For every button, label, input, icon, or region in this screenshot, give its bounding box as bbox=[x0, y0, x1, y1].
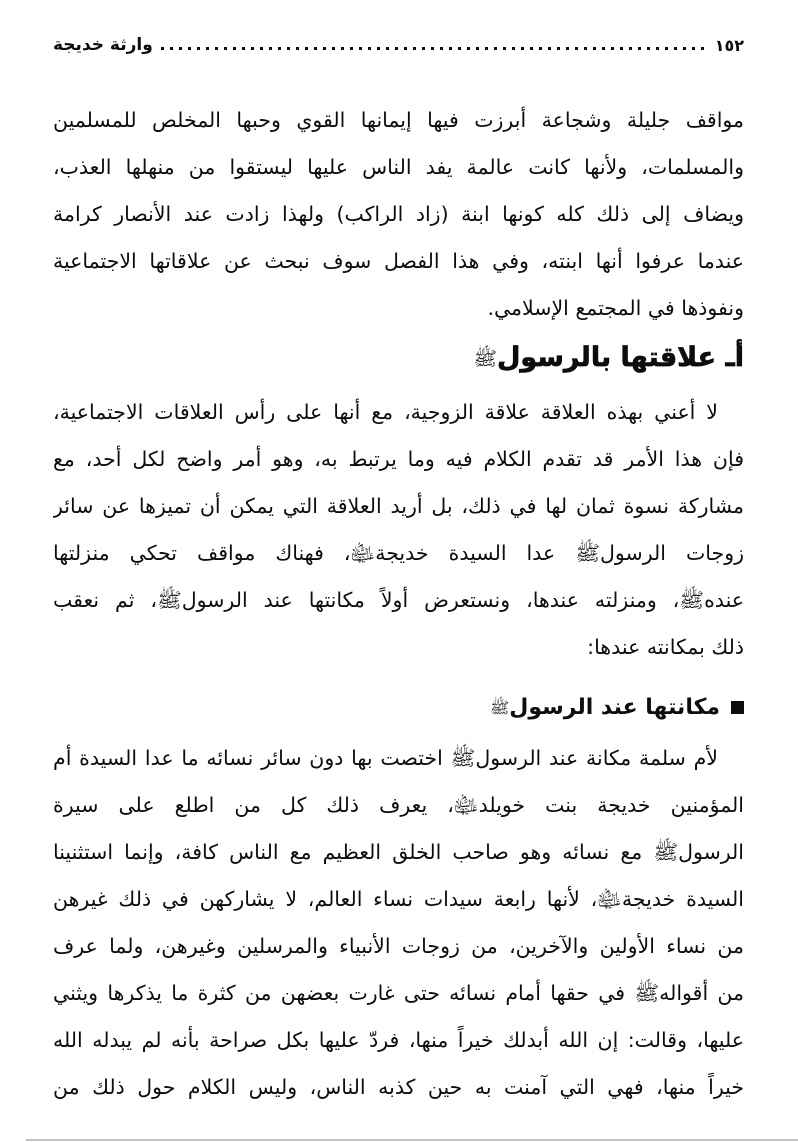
text-line: المؤمنين خديجة بنت خويلد﵍، يعرف ذلك كل من اطلع على سيرة bbox=[53, 793, 744, 817]
prophet-honorific-icon: ﷺ bbox=[473, 347, 497, 370]
text-line: والمسلمات، ولأنها كانت عالمة يفد الناس عليها ليستقوا من منهلها العذب، bbox=[53, 155, 744, 179]
text-line: لأم سلمة مكانة عند الرسولﷺ اختصت بها دون سائر نسائه ما عدا السيدة أم bbox=[53, 746, 718, 770]
text-line: عندهﷺ، ومنزلته عندها، ونستعرض أولاً مكانتها عند الرسولﷺ، ثم نعقب bbox=[53, 588, 744, 612]
text-line: عليها، وقالت: إن الله أبدلك خيراً منها، فردّ عليها بكل صراحة بأنه لم يبدله الله bbox=[53, 1028, 744, 1052]
section-heading-relationship-with-prophet bbox=[53, 338, 744, 379]
subheading-her-status-with-prophet bbox=[53, 687, 744, 729]
page-bottom-scan-edge bbox=[26, 1139, 798, 1141]
text-line: من أقوالهﷺ في حقها أمام نسائه حتى غارت بعضهن من كثرة ما يذكرها ويثني bbox=[53, 981, 744, 1005]
page-body bbox=[53, 97, 744, 1111]
text-line: ذلك بمكانته عندها: bbox=[587, 635, 744, 659]
text-line: خيراً منها، فهي التي آمنت به حين كذبه الناس، وليس الكلام حول ذلك من bbox=[53, 1075, 744, 1099]
paragraph-relationship bbox=[53, 389, 744, 671]
text-line: من نساء الأولين والآخرين، من زوجات الأنبياء والمرسلين وغيرهن، ولما عرف bbox=[53, 934, 744, 958]
text-line: مواقف جليلة وشجاعة أبرزت فيها إيمانها القوي وحبها المخلص للمسلمين bbox=[53, 108, 744, 132]
text-line: لا أعني بهذه العلاقة علاقة الزوجية، مع أنها على رأس العلاقات الاجتماعية، bbox=[53, 400, 718, 424]
paragraph-intro bbox=[53, 97, 744, 332]
section-heading-text: أـ علاقتها بالرسول bbox=[496, 342, 744, 373]
square-bullet-icon bbox=[731, 701, 744, 714]
book-title: وارثة خديجة bbox=[53, 34, 153, 55]
running-header bbox=[53, 28, 744, 55]
text-line: مشاركة نسوة ثمان لها في ذلك، بل أريد العلاقة التي يمكن أن تميزها عن سائر bbox=[53, 494, 744, 518]
text-line: ونفوذها في المجتمع الإسلامي. bbox=[487, 296, 744, 320]
text-line: السيدة خديجة﵍، لأنها رابعة سيدات نساء العالم، لا يشاركهن في ذلك غيرهن bbox=[53, 887, 744, 911]
paragraph-umm-salama bbox=[53, 735, 744, 1111]
text-line: زوجات الرسولﷺ عدا السيدة خديجة﵍، فهناك مواقف تحكي منزلتها bbox=[53, 541, 744, 565]
text-line: الرسولﷺ مع نسائه وهو صاحب الخلق العظيم مع الناس كافة، وإنما استثنينا bbox=[53, 840, 744, 864]
page-number: ١٥٢ bbox=[714, 35, 744, 55]
subheading-text: مكانتها عند الرسول bbox=[509, 695, 720, 720]
text-line: فإن هذا الأمر قد تقدم الكلام فيه وما يرتبط به، وهو أمر واضح لكل أحد، مع bbox=[53, 447, 744, 471]
text-line: عندما عرفوا أنها ابنته، وفي هذا الفصل سوف نبحث عن علاقاتها الاجتماعية bbox=[53, 249, 744, 273]
prophet-honorific-icon: ﷺ bbox=[490, 698, 510, 717]
dot-leader bbox=[161, 47, 709, 50]
text-line: ويضاف إلى ذلك كله كونها ابنة (زاد الراكب) ولهذا زادت عند الأنصار كرامة bbox=[53, 202, 744, 226]
